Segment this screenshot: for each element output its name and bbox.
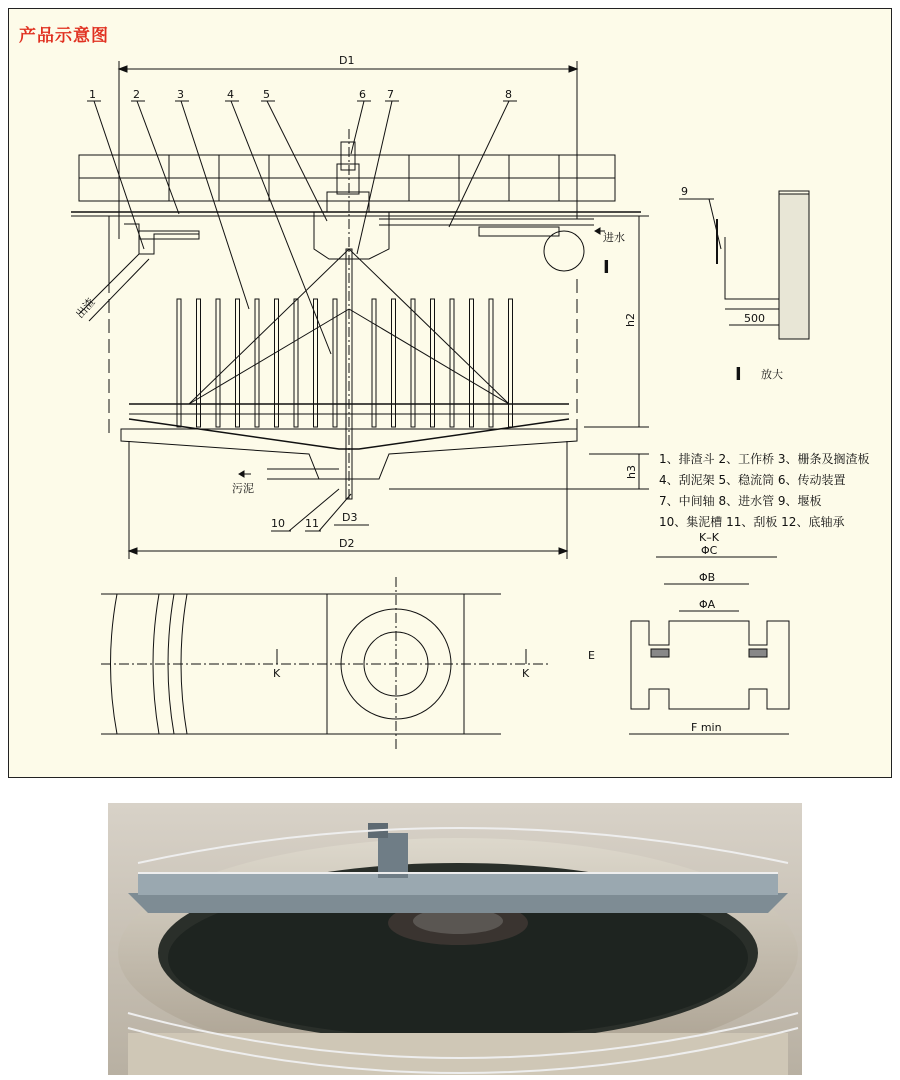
grid-bar [236,299,240,427]
part-number-5: 5 [263,88,270,101]
grid-bar [431,299,435,427]
dim-d2-label: D2 [339,537,355,550]
part-number-7: 7 [387,88,394,101]
dim-h3-label: h3 [625,465,638,479]
grid-bar [392,299,396,427]
grid-bar [216,299,220,427]
part-number-3: 3 [177,88,184,101]
diagram-drawing [9,9,893,779]
dim-fmin-label: F min [691,721,722,734]
grid-bar [197,299,201,427]
part-number-1: 1 [89,88,96,101]
sludge-outlet [232,469,339,495]
section-mark-i: I [735,364,742,385]
scum-outlet-label: 出渣 [73,295,98,321]
inlet-label: 进水 [603,231,625,244]
plan-view [101,577,549,749]
product-photo [108,803,802,1075]
diagram-title: 产品示意图 [19,26,109,46]
part-number-4: 4 [227,88,234,101]
dim-phia-label: ΦA [699,598,716,611]
grid-bar [411,299,415,427]
diagram-panel [8,8,892,778]
legend-line-3: 7、中间轴 8、进水管 9、堰板 [659,494,822,508]
part-number-6: 6 [359,88,366,101]
legend-line-2: 4、刮泥架 5、稳流筒 6、传动装置 [659,473,846,487]
grid-bar [509,299,513,427]
sludge-label: 污泥 [232,482,254,495]
dim-d1-label: D1 [339,54,355,67]
dim-d3-label: D3 [342,511,358,524]
part-number-11: 11 [305,517,319,530]
grid-bar [489,299,493,427]
parts-legend [659,449,870,533]
dim-h2-h3 [389,216,649,489]
grid-bar [372,299,376,427]
legend-line-4: 10、集泥槽 11、刮板 12、底轴承 [659,515,845,529]
inlet-pipe [379,219,625,271]
dim-e-label: E [588,649,595,662]
part-number-10: 10 [271,517,285,530]
weir-detail [603,185,809,385]
section-k-left: K [273,667,281,680]
grid-bars [177,299,513,427]
dim-d2 [129,441,567,559]
part-number-9: 9 [681,185,688,198]
part-leaders [87,88,517,354]
part-leaders-bottom [271,489,369,531]
enlarge-label: 放大 [761,368,783,381]
grid-bar [450,299,454,427]
dim-h2-label: h2 [624,313,637,327]
section-kk [588,531,789,734]
grid-bar [470,299,474,427]
part-number-2: 2 [133,88,140,101]
part-number-8: 8 [505,88,512,101]
stilling-well [314,129,389,499]
dim-phib-label: ΦB [699,571,716,584]
dim-500-label: 500 [744,312,765,325]
grid-bar [177,299,181,427]
section-mark-i-main: I [603,257,610,278]
section-kk-title: K–K [699,531,719,544]
legend-line-1: 1、排渣斗 2、工作桥 3、栅条及搁渣板 [659,452,870,466]
section-k-right: K [522,667,530,680]
dim-phic-label: ΦC [701,544,718,557]
grid-bar [294,299,298,427]
scum-hopper [73,216,199,321]
